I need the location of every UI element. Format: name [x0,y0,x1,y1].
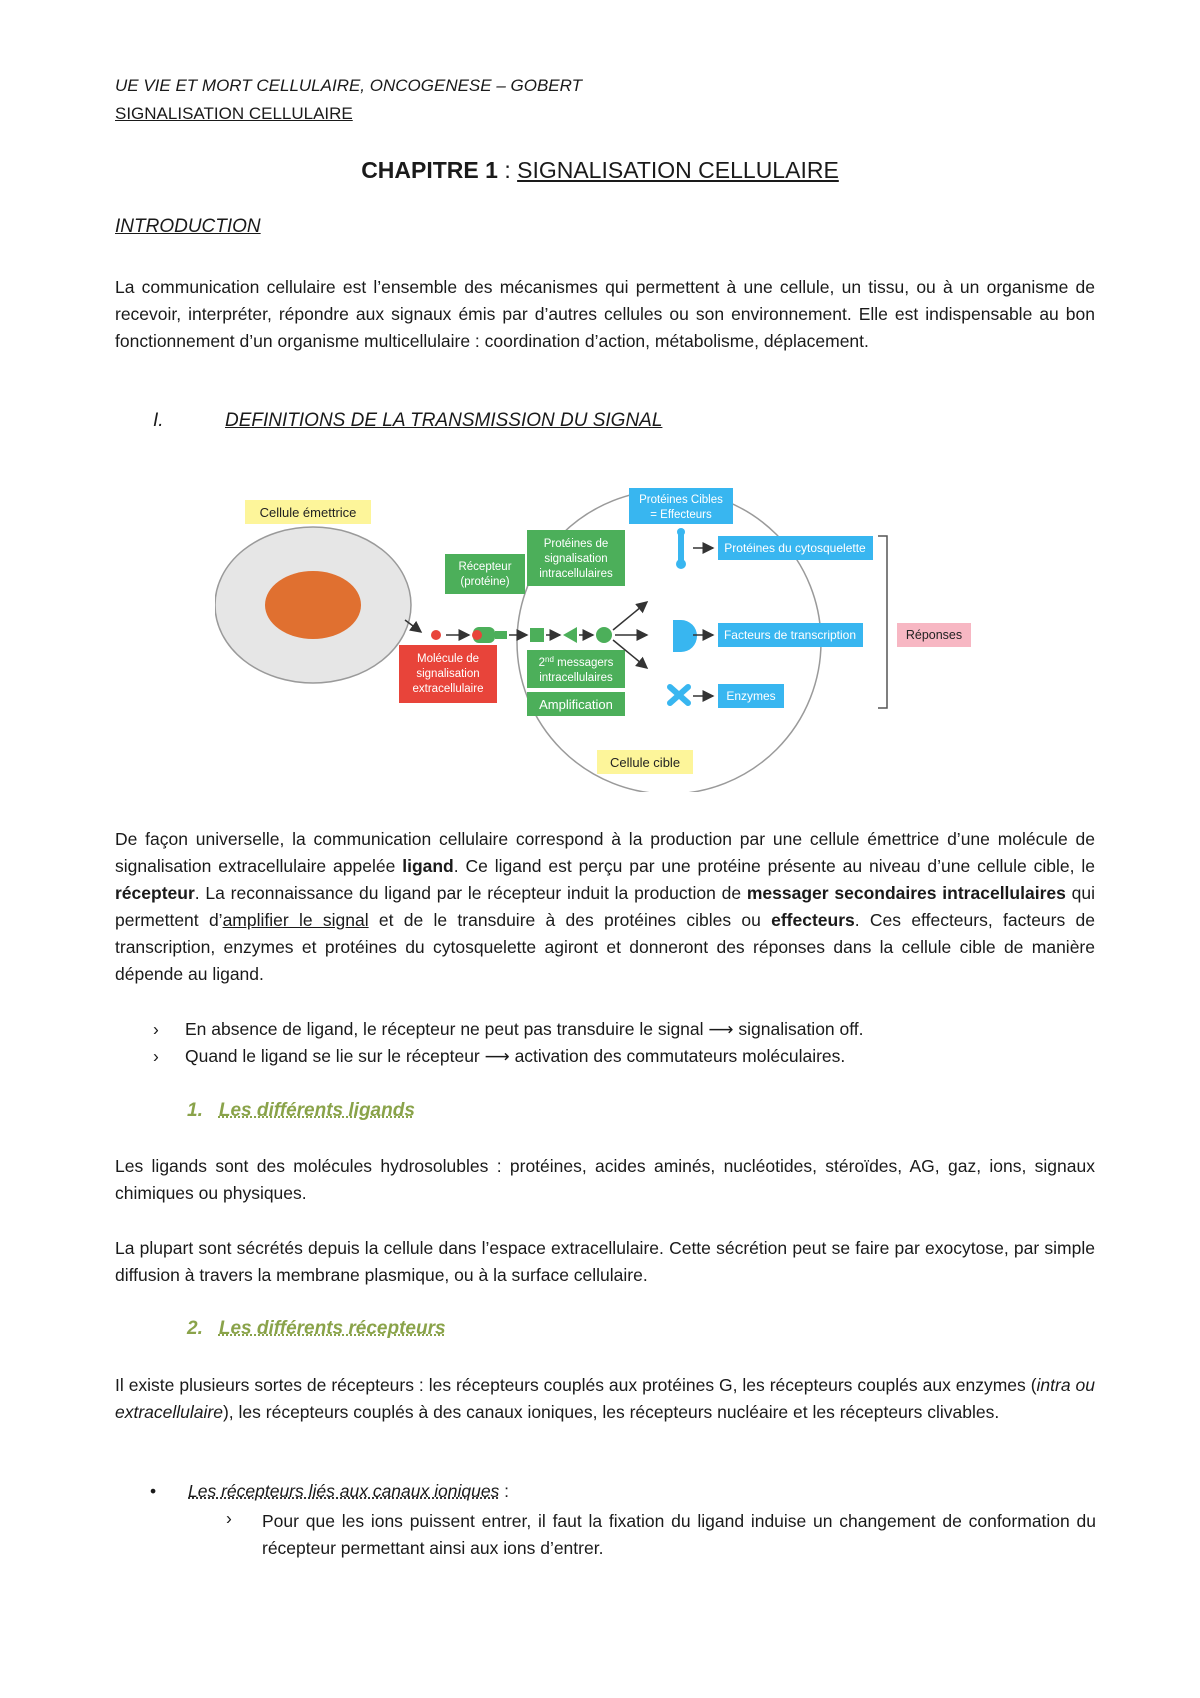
paragraph-secretion: La plupart sont sécrétés depuis la cellule dans l’espace extracellulaire. Cette sécrétion peut se faire par exocytose, par simple diffusion à travers la membrane plasmique, ou à la surface cellulaire. [115,1238,1095,1285]
bullet-label-text: Les récepteurs liés aux canaux ioniques [188,1481,500,1501]
chapter-name: SIGNALISATION CELLULAIRE [517,157,839,183]
receptor-line1: Récepteur [458,561,512,573]
cytoskeleton-label: Protéines du cytosquelette [724,541,866,555]
ligand-dot [431,630,441,640]
target-proteins-line1: Protéines Cibles [639,494,723,506]
bullet-colon: : [499,1481,510,1501]
bullet-text: Quand le ligand se lie sur le récepteur ⟶ activation des commutateurs moléculaires. [185,1046,846,1066]
intro-paragraph: La communication cellulaire est l’ensemble des mécanismes qui permettent à une cellule, un tissu, ou à un organisme de recevoir, interpréter, répondre aux signaux émis par d’autres cellules ou son environnement. Elle est indispensable au bon fonctionnement d’un organisme multicellulaire : coordination d’action, métabolisme, déplacement. [115,277,1095,351]
section-number: I. [153,410,164,431]
term-messagers: messager secondaires intracellulaires [746,883,1066,903]
molecule-line2: signalisation [416,668,480,680]
signaling-line3: intracellulaires [539,568,613,580]
molecule-line3: extracellulaire [412,683,484,695]
signaling-line2: signalisation [544,553,608,565]
subsection-number: 1. [187,1100,203,1121]
para2-text1: De façon universelle, la communication cellulaire correspond à la production par une cellule émettrice d’une molécule de signalisation extracellulaire appelée [115,829,1095,876]
term-recepteur: récepteur [115,883,195,903]
para5-text2: ), les récepteurs couplés à des canaux ioniques, les récepteurs nucléaire et les récepteurs clivables. [222,1402,1000,1422]
para5-italic: intra ou extracellulaire [115,1375,1095,1422]
term-amplifier: amplifier le signal [222,910,369,930]
nucleus [265,571,361,639]
molecule-line1: Molécule de [416,653,480,665]
target-proteins-line2: = Effecteurs [650,509,712,521]
para2-text4: qui permettent d’ [115,883,1095,930]
subsection-number: 2. [187,1318,203,1339]
amplification-label: Amplification [539,697,613,712]
signal-protein-circle [596,627,612,643]
signal-protein-square [530,628,544,642]
bullet-text: Pour que les ions puissent entrer, il faut la fixation du ligand induise un changement de conformation du récepteur permettant ainsi aux ions d’entrer. [262,1511,1096,1558]
signal-transduction-diagram [215,472,995,792]
para2-text5: et de le transduire à des protéines cibles ou [368,910,772,930]
course-header: UE VIE ET MORT CELLULAIRE, ONCOGENESE – GOBERT [115,76,582,95]
bullet-text: En absence de ligand, le récepteur ne peut pas transduire le signal ⟶ signalisation off. [185,1019,864,1039]
enzymes-label: Enzymes [726,689,776,703]
para5-text1: Il existe plusieurs sortes de récepteurs : les récepteurs couplés aux protéines G, les récepteurs couplés aux enzymes ( [115,1375,1037,1395]
messengers-line2: intracellulaires [539,672,613,684]
transcription-factor-shape [673,620,697,652]
response-bracket [878,536,887,708]
para2-text2: . Ce ligand est perçu par une protéine présente au niveau d’une cellule cible, le [453,856,1095,876]
subsection-ligands [187,1100,415,1122]
chapter-title [0,157,1200,184]
bullet-marker: › [153,1046,159,1066]
paragraph-ligands: Les ligands sont des molécules hydrosolubles : protéines, acides aminés, nucléotides, stéroïdes, AG, gaz, ions, signaux chimiques ou physiques. [115,1156,1095,1203]
paragraph-communication [115,826,1095,988]
subsection-title: Les différents récepteurs [218,1318,446,1339]
subsection-title: Les différents ligands [218,1100,415,1121]
signal-protein-triangle [563,627,577,643]
chapter-sep: : [497,157,518,183]
bullet-marker: › [226,1508,232,1528]
emitter-label: Cellule émettrice [259,505,357,520]
chapter-label: CHAPITRE 1 [361,157,498,183]
receptor-box [445,554,525,594]
bullet-marker: › [153,1019,159,1039]
messengers-line1: 2nd messagers [538,655,614,669]
cytoskeleton-shape [676,528,686,569]
term-effecteurs: effecteurs [771,910,855,930]
bullet-label [188,1481,509,1502]
intro-heading: INTRODUCTION [115,216,261,237]
subsection-recepteurs [187,1318,446,1340]
transcription-factors-label: Facteurs de transcription [723,628,857,642]
term-ligand: ligand [402,856,454,876]
para2-text3: . La reconnaissance du ligand par le récepteur induit la production de [194,883,747,903]
responses-label: Réponses [905,628,963,642]
signaling-line1: Protéines de [543,538,609,550]
enzyme-shape [670,687,688,703]
paragraph-receptors [115,1372,1095,1426]
section-title: DEFINITIONS DE LA TRANSMISSION DU SIGNAL [225,410,663,431]
target-label: Cellule cible [609,755,681,770]
receptor-shape [472,627,507,643]
receptor-line2: (protéine) [460,576,510,588]
para2-text6: . Ces effecteurs, facteurs de transcription, enzymes et protéines du cytosquelette agiront et donneront des réponses dans la cellule cible de manière dépende au ligand. [115,910,1095,984]
topic-header: SIGNALISATION CELLULAIRE [115,104,353,123]
bullet-marker: • [150,1481,157,1501]
